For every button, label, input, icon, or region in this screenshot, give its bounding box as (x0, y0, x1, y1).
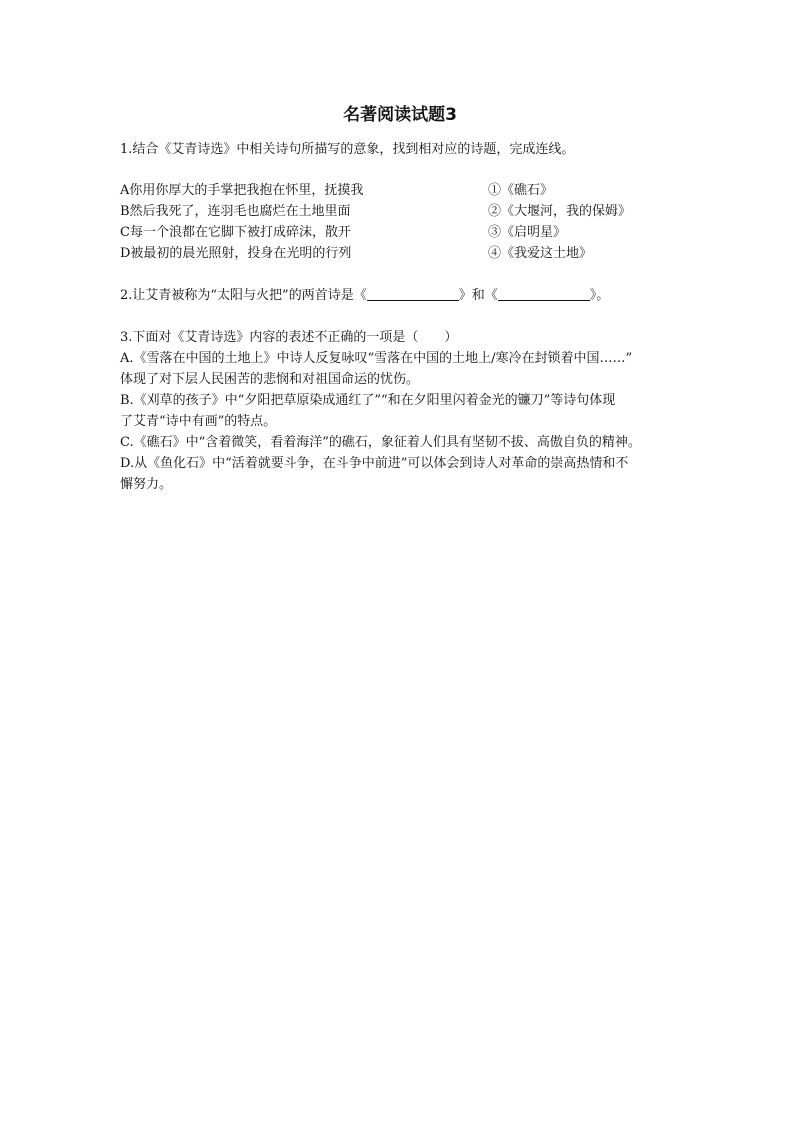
q3-option-a-line-2: 体现了对下层人民困苦的悲悯和对祖国命运的忧伤。 (120, 372, 420, 387)
q2-suffix: 》。 (589, 288, 610, 303)
question-3-prompt: 3.下面对《艾青诗选》内容的表述不正确的一项是（ ） (120, 330, 458, 345)
q1-right-item-3: ③《启明星》 (488, 225, 567, 240)
q1-left-item-b: B然后我死了，连羽毛也腐烂在土地里面 (120, 204, 351, 219)
q2-answer-blank-2[interactable] (498, 286, 590, 301)
question-1-prompt: 1.结合《艾青诗选》中相关诗句所描写的意象，找到相对应的诗题，完成连线。 (120, 142, 575, 157)
q2-prefix: 2.让艾青被称为“太阳与火把”的两首诗是《 (120, 288, 367, 303)
page-title: 名著阅读试题3 (343, 105, 457, 125)
q3-option-d-line-2: 懈努力。 (120, 477, 173, 492)
q3-option-b-line-1: B.《刈草的孩子》中“夕阳把草原染成通红了”“和在夕阳里闪着金光的镰刀”等诗句体现 (120, 393, 616, 408)
question-2 (120, 286, 609, 306)
q3-option-d-line-1: D.从《鱼化石》中“活着就要斗争，在斗争中前进”可以体会到诗人对革命的崇高热情和不 (120, 456, 629, 471)
q1-left-item-c: C每一个浪都在它脚下被打成碎沫，散开 (120, 225, 351, 240)
q3-option-a-line-1: A.《雪落在中国的土地上》中诗人反复咏叹“雪落在中国的土地上/寒冷在封锁着中国……” (120, 351, 633, 366)
q1-left-item-a: A你用你厚大的手掌把我抱在怀里，抚摸我 (120, 183, 364, 198)
q2-answer-blank-1[interactable] (367, 286, 459, 301)
q2-middle: 》和《 (458, 288, 498, 303)
q3-option-c: C.《礁石》中“含着微笑，看着海洋”的礁石，象征着人们具有坚韧不拔、高傲自负的精神。 (120, 435, 641, 450)
q1-right-item-4: ④《我爱这土地》 (488, 246, 593, 261)
q3-option-b-line-2: 了艾青“诗中有画”的特点。 (120, 414, 277, 429)
q1-left-item-d: D被最初的晨光照射，投身在光明的行列 (120, 246, 352, 261)
q1-right-item-2: ②《大堰河，我的保姆》 (488, 204, 632, 219)
q1-right-item-1: ①《礁石》 (488, 183, 554, 198)
